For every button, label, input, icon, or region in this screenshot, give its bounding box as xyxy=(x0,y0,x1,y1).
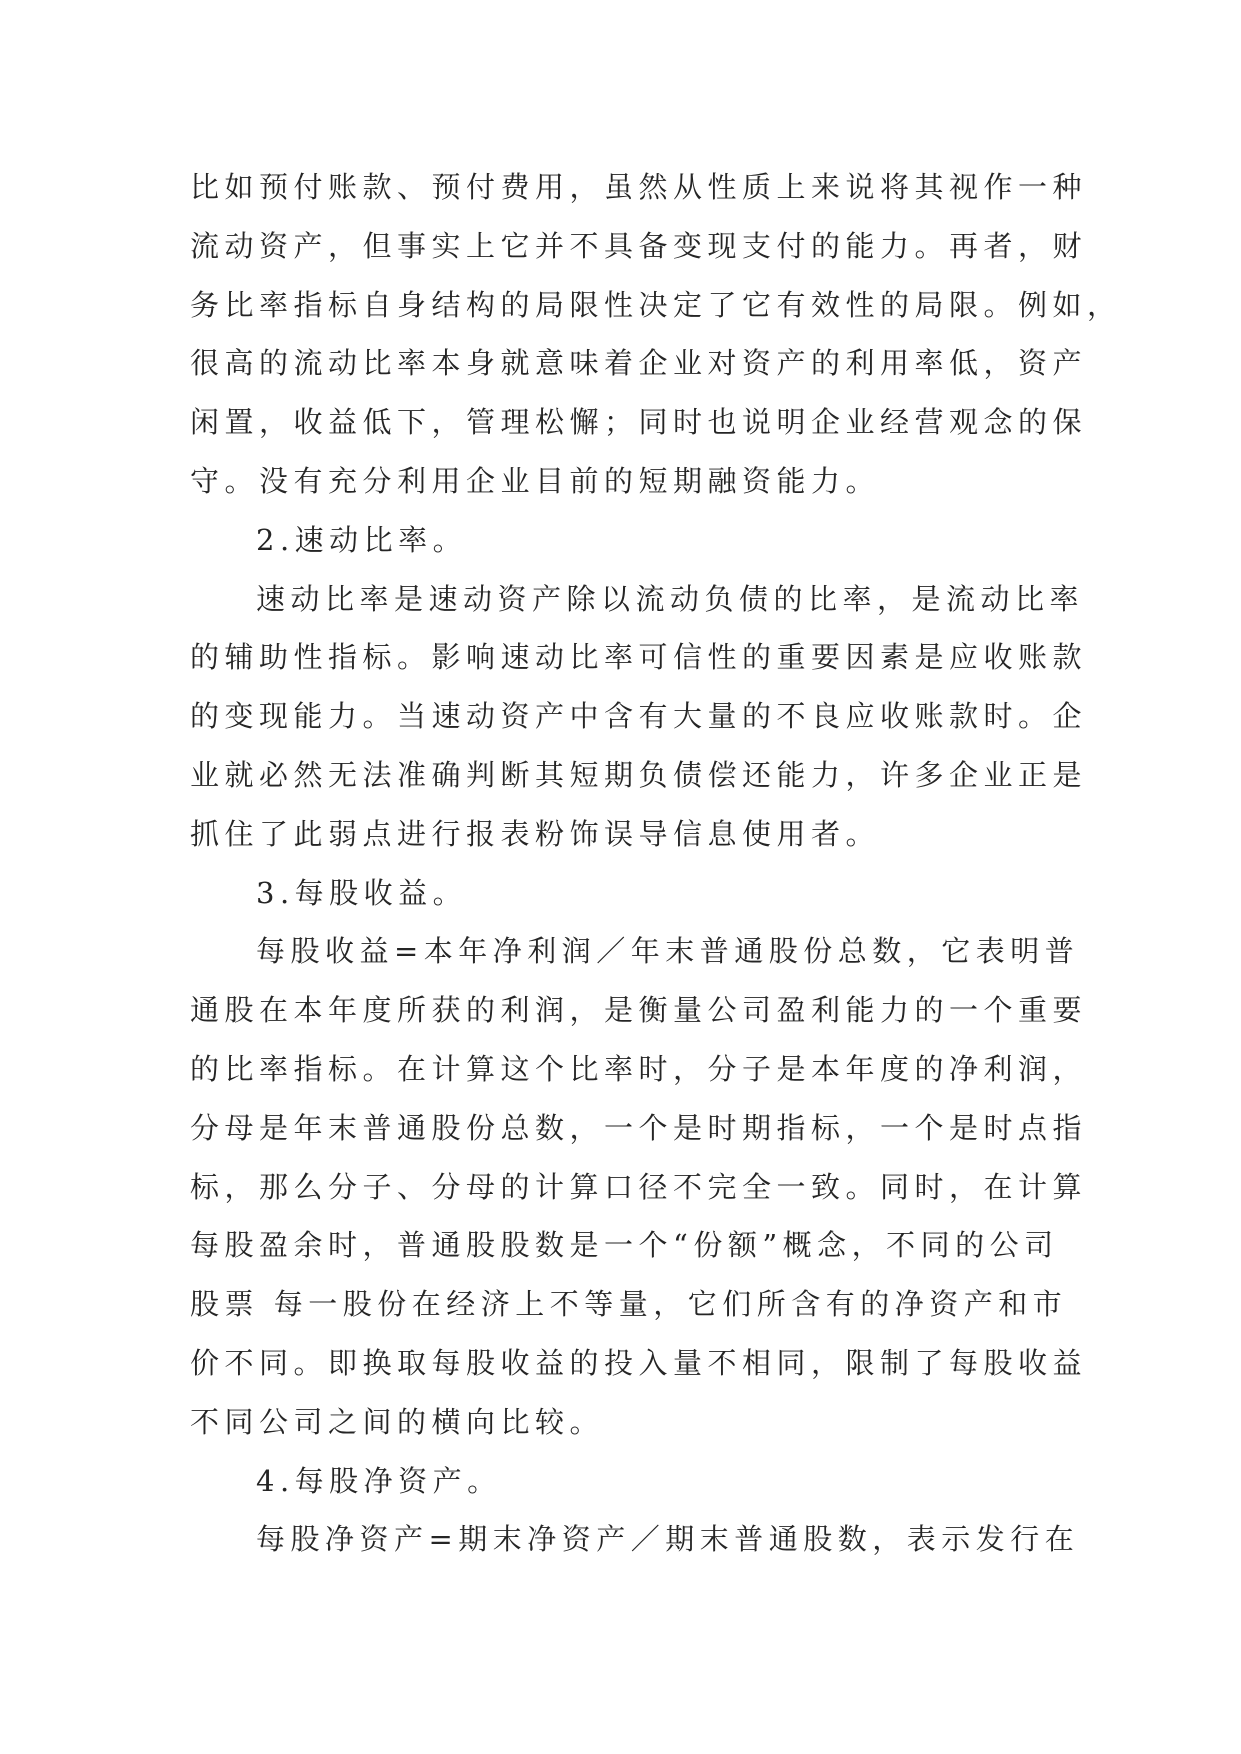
text-line: 标，那么分子、分母的计算口径不完全一致。同时，在计算 xyxy=(190,1169,1088,1204)
text-line: 比如预付账款、预付费用，虽然从性质上来说将其视作一种 xyxy=(190,170,1088,204)
text-line: 流动资产，但事实上它并不具备变现支付的能力。再者，财 xyxy=(190,228,1088,263)
section-heading: 3.每股收益。 xyxy=(256,875,468,910)
text-line: 闲置，收益低下，管理松懈；同时也说明企业经营观念的保 xyxy=(190,405,1088,440)
text-line: 速动比率是速动资产除以流动负债的比率，是流动比率 xyxy=(256,581,1085,616)
section-heading: 4.每股净资产。 xyxy=(256,1463,502,1498)
text-line: 抓住了此弱点进行报表粉饰误导信息使用者。 xyxy=(190,816,881,851)
text-line: 不同公司之间的横向比较。 xyxy=(190,1404,605,1439)
text-line: 的比率指标。在计算这个比率时，分子是本年度的净利润， xyxy=(190,1051,1088,1086)
text-line: 每股净资产=期末净资产／期末普通股数，表示发行在 xyxy=(256,1522,1080,1557)
text-line: 每股盈余时，普通股股数是一个“份额”概念，不同的公司 xyxy=(190,1228,1059,1263)
text-line: 守。没有充分利用企业目前的短期融资能力。 xyxy=(190,463,881,498)
body-text xyxy=(190,158,1122,1569)
text-line: 很高的流动比率本身就意味着企业对资产的利用率低，资产 xyxy=(190,346,1088,381)
text-line: 通股在本年度所获的利润，是衡量公司盈利能力的一个重要 xyxy=(190,993,1088,1028)
text-line: 股票 每一股份在经济上不等量，它们所含有的净资产和市 xyxy=(190,1287,1068,1322)
text-line: 的变现能力。当速动资产中含有大量的不良应收账款时。企 xyxy=(190,699,1088,734)
text-line: 务比率指标自身结构的局限性决定了它有效性的局限。例如， xyxy=(190,287,1122,322)
text-line: 价不同。即换取每股收益的投入量不相同，限制了每股收益 xyxy=(190,1345,1088,1380)
text-line: 的辅助性指标。影响速动比率可信性的重要因素是应收账款 xyxy=(190,640,1088,675)
text-line: 业就必然无法准确判断其短期负债偿还能力，许多企业正是 xyxy=(190,757,1088,792)
text-line: 分母是年末普通股份总数，一个是时期指标，一个是时点指 xyxy=(190,1110,1088,1145)
section-heading: 2.速动比率。 xyxy=(256,522,468,557)
text-line: 每股收益=本年净利润／年末普通股份总数，它表明普 xyxy=(256,934,1080,969)
